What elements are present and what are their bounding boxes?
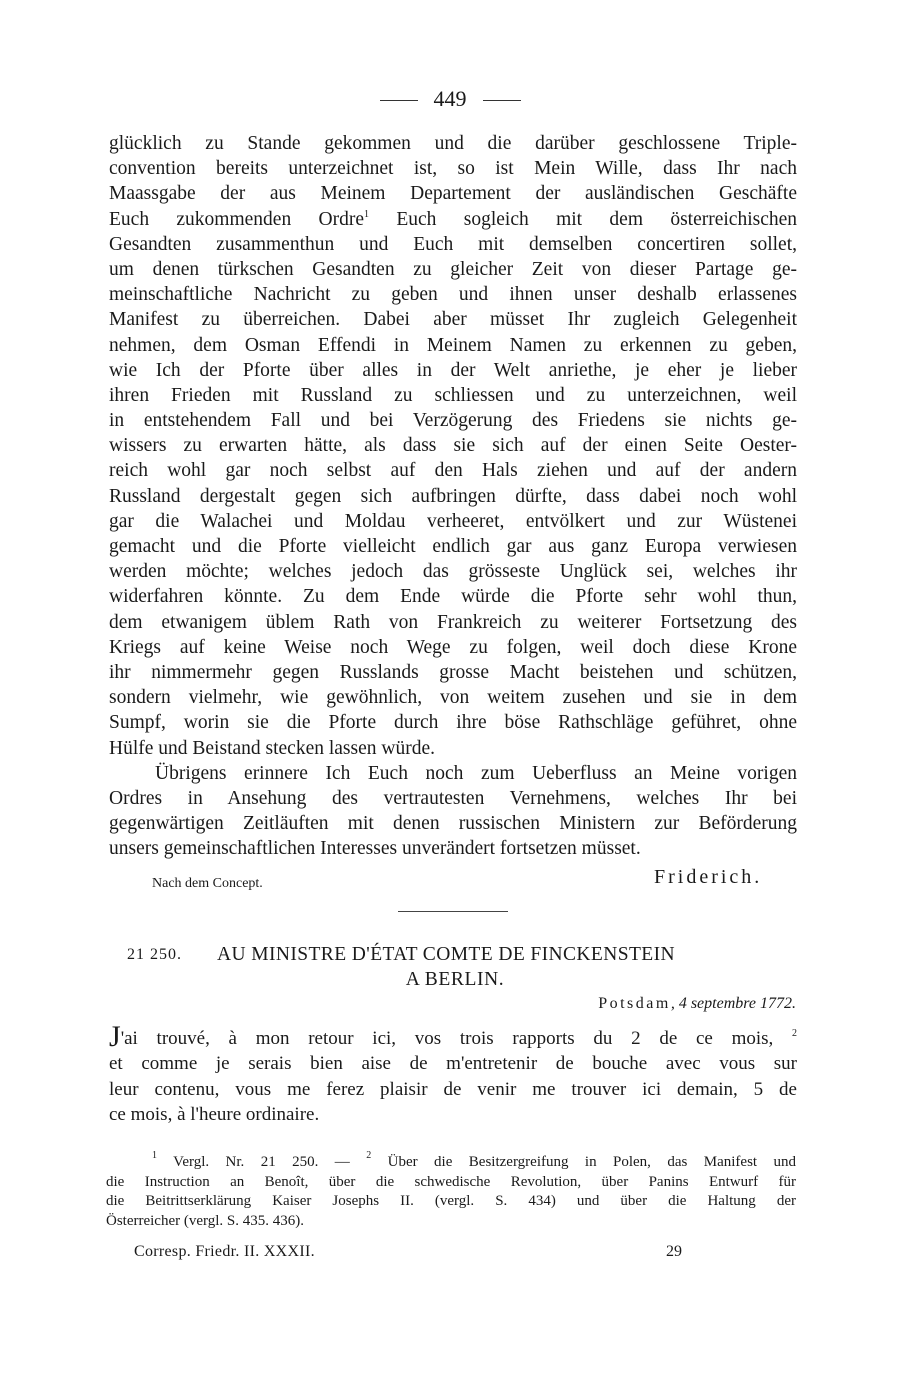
- text-line: ihr nimmermehr gegen Russlands grosse Macht beistehen und schützen,: [109, 661, 797, 683]
- text-line: gegenwärtigen Zeitläuften mit denen russischen Ministern zur Beförderung: [109, 813, 797, 835]
- footnote-mark: 2: [792, 1028, 798, 1039]
- header-dash-right: [483, 100, 521, 101]
- footnote-mark: 1: [152, 1150, 157, 1161]
- page-number: 449: [433, 86, 467, 111]
- text-line: [109, 1020, 798, 1053]
- section-divider: [398, 911, 508, 912]
- dateline: [598, 995, 796, 1013]
- letter-title-line2: A BERLIN.: [405, 969, 505, 990]
- text-line: [109, 207, 797, 232]
- footnote-line: Österreicher (vergl. S. 435. 436).: [106, 1212, 305, 1229]
- text-span: Euch sogleich mit dem österreichischen: [396, 208, 798, 230]
- text-line: ce mois, à l'heure ordinaire.: [109, 1104, 320, 1126]
- page-footer: [0, 1243, 900, 1268]
- page-header: [0, 86, 900, 112]
- text-line: in entstehendem Fall und bei Verzögerung des Friedens sie nichts ge-: [109, 410, 797, 432]
- footnote-line: [106, 1150, 796, 1173]
- text-line: sondern vielmehr, wie gewöhnlich, von weitem zusehen und sie in dem: [109, 687, 797, 709]
- dateline-place: Potsdam: [598, 995, 671, 1012]
- main-text: [109, 131, 797, 861]
- footer-source: Corresp. Friedr. II. XXXII.: [134, 1243, 315, 1260]
- text-line: gar die Walachei und Moldau verheeret, entvölkert und zur Wüstenei: [109, 510, 797, 532]
- text-line: convention bereits unterzeichnet ist, so ist Mein Wille, dass Ihr nach: [109, 158, 797, 180]
- signature-mark: 29: [666, 1243, 682, 1260]
- text-span: 'ai trouvé, à mon retour ici, vos trois rapports du 2 de ce mois,: [120, 1028, 774, 1049]
- text-line: glücklich zu Stande gekommen und die darüber geschlossene Triple-: [109, 133, 797, 154]
- footnote-mark: 2: [366, 1150, 372, 1161]
- text-line: Maassgabe der aus Meinem Departement der ausländischen Geschäfte: [109, 183, 797, 205]
- text-line: Manifest zu überreichen. Dabei aber müsset Ihr zugleich Gelegenheit: [109, 309, 797, 331]
- text-line: Gesandten zusammenthun und Euch mit demselben concertiren sollet,: [109, 233, 797, 255]
- text-line: Ordres in Ansehung des vertrautesten Vernehmens, welches Ihr bei: [109, 787, 797, 809]
- text-line: Hülfe und Beistand stecken lassen würde.: [109, 737, 435, 759]
- footnotes: [106, 1150, 796, 1231]
- letter-title-line1: AU MINISTRE D'ÉTAT COMTE DE FINCKENSTEIN: [217, 944, 675, 965]
- closing: [0, 866, 900, 896]
- dateline-date: , 4 septembre 1772.: [670, 995, 796, 1012]
- footnote-text: Vergl. Nr. 21 250. —: [173, 1154, 350, 1170]
- footnote-line: die Beitrittserklärung Kaiser Josephs II. (vergl. S. 434) und über die Haltung der: [106, 1193, 796, 1209]
- letter-number: 21 250.: [127, 946, 182, 963]
- text-line: nehmen, dem Osman Effendi in Meinem Namen zu erkennen zu geben,: [109, 334, 797, 356]
- text-line: gemacht und die Pforte vielleicht endlich gar aus ganz Europa verwiesen: [109, 536, 797, 557]
- text-line: Kriegs auf keine Weise noch Wege zu folgen, weil doch diese Krone: [109, 636, 797, 658]
- text-line: meinschaftliche Nachricht zu geben und ihnen unser deshalb erlassenes: [109, 284, 797, 306]
- header-dash-left: [380, 100, 418, 101]
- text-line: werden möchte; welches jedoch das grösseste Unglück sei, welches ihr: [109, 561, 797, 583]
- text-line: wissers zu erwarten hätte, als dass sie sich auf der einen Seite Oester-: [109, 435, 797, 457]
- source-note: Nach dem Concept.: [152, 876, 263, 891]
- text-line: widerfahren könnte. Zu dem Ende würde die Pforte sehr wohl thun,: [109, 586, 797, 608]
- text-line: leur contenu, vous me ferez plaisir de venir me trouver ici demain, 5 de: [109, 1078, 797, 1100]
- drop-cap: J: [109, 1020, 121, 1053]
- text-span: Euch zukommenden Ordre: [109, 208, 365, 230]
- text-line: et comme je serais bien aise de m'entretenir de bouche avec vous sur: [109, 1053, 797, 1075]
- text-line: um denen türkschen Gesandten zu gleicher Zeit von dieser Partage ge-: [109, 258, 797, 280]
- text-line: Sumpf, worin sie die Pforte durch ihre böse Rathschläge geführet, ohne: [109, 712, 797, 734]
- letter-body: [109, 1020, 798, 1128]
- footnote-mark: 1: [364, 208, 370, 220]
- signature: Friderich.: [654, 866, 763, 888]
- footnote-text: Über die Besitzergreifung in Polen, das Manifest und: [387, 1154, 796, 1170]
- footnote-line: die Instruction an Benoît, über die schwedische Revolution, über Panins Entwurf für: [106, 1173, 796, 1190]
- text-line: Russland dergestalt gegen sich aufbringen dürfte, dass dabei noch wohl: [109, 485, 797, 507]
- text-line: reich wohl gar noch selbst auf den Hals ziehen und auf der andern: [109, 460, 797, 482]
- text-line: wie Ich der Pforte über alles in der Welt anriethe, je eher je lieber: [109, 359, 797, 381]
- text-line: ihren Frieden mit Russland zu schliessen und zu unterzeichnen, weil: [109, 384, 797, 406]
- text-line: Übrigens erinnere Ich Euch noch zum Ueberfluss an Meine vorigen: [155, 762, 797, 784]
- text-line: dem etwanigem üblem Rath von Frankreich zu weiterer Fortsetzung des: [109, 611, 797, 633]
- text-line: unsers gemeinschaftlichen Interesses unverändert fortsetzen müsset.: [109, 838, 641, 860]
